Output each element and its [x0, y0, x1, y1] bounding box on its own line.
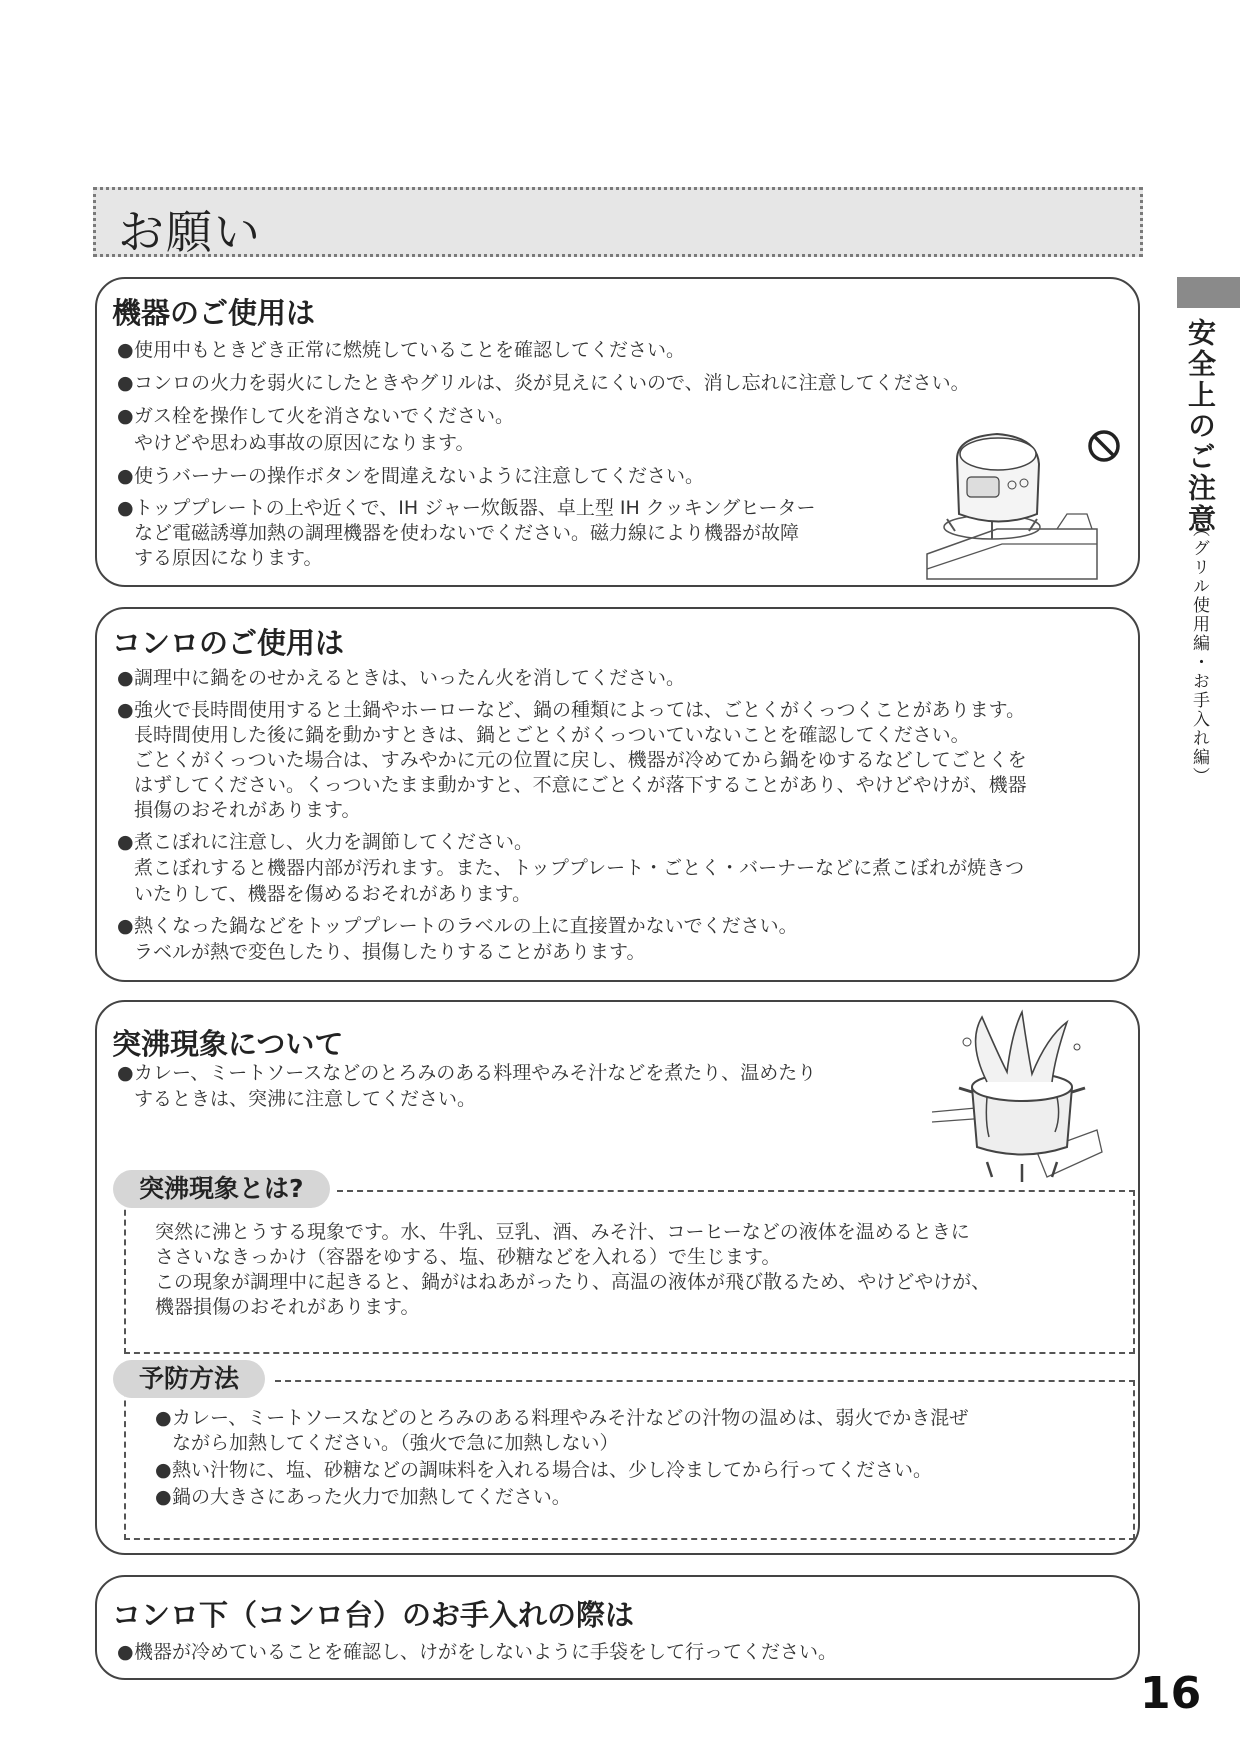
section-stove-usage — [95, 607, 1140, 982]
list-item: ●ガス栓を操作して火を消さないでください。 やけどや思わぬ事故の原因になります。 — [117, 405, 515, 454]
rice-cooker-on-stove-illustration — [927, 419, 1097, 579]
item-list — [117, 337, 970, 577]
list-item: ●熱くなった鍋などをトッププレートのラベルの上に直接置かないでください。 ラベルが熱で変色したり、損傷したりすることがあります。 — [117, 915, 798, 963]
list-item: ●コンロの火力を弱火にしたときやグリルは、炎が見えにくいので、消し忘れに注意してください。 — [117, 372, 970, 394]
list-item: ●トッププレートの上や近くで、IH ジャー炊飯器、卓上型 IH クッキングヒーター など電磁誘導加熱の調理機器を使わないでください。磁力線により機器が故障 する原因になります。 — [117, 497, 816, 569]
what-is-text: 突然に沸とうする現象です。水、牛乳、豆乳、酒、みそ汁、コーヒーなどの液体を温めるときに ささいなきっかけ（容器をゆする、塩、砂糖などを入れる）で生じます。 この現象が調理中に起きると、鍋がはねあがったり、高温の液体が飛び散るため、やけどやけが、 機器損傷のおそれがあります。 — [155, 1221, 991, 1318]
section-heading: 機器のご使用は — [112, 296, 316, 330]
side-section-title: 安全上のご注意 — [1184, 318, 1217, 535]
page-title-bar — [93, 187, 1143, 257]
page-number: 16 — [1140, 1668, 1202, 1719]
list-item: ●煮こぼれに注意し、火力を調節してください。 煮こぼれすると機器内部が汚れます。また、トッププレート・ごとく・バーナーなどに煮こぼれが焼きつ いたりして、機器を傷めるおそれがあります。 — [117, 831, 1025, 905]
section-bumping-phenomenon — [95, 1000, 1140, 1555]
list-item: ●機器が冷めていることを確認し、けがをしないように手袋をして行ってください。 — [117, 1641, 838, 1663]
section-heading: コンロ下（コンロ台）のお手入れの際は — [112, 1598, 635, 1632]
list-item: ●強火で長時間使用すると土鍋やホーローなど、鍋の種類によっては、ごとくがくっつくことがあります。 長時間使用した後に鍋を動かすときは、鍋とごとくがくっついていないことを確認してください。 ごとくがくっついた場合は、すみやかに元の位置に戻し、機器が冷めてから鍋をゆするなどしてごとくを はずしてください。くっついたまま動かすと、不意にごとくが落下することがあり、やけどやけが、機器 損傷のおそれがあります。 — [117, 699, 1027, 821]
list-item: ●使うバーナーの操作ボタンを間違えないように注意してください。 — [117, 465, 705, 487]
list-item: ●カレー、ミートソースなどのとろみのある料理やみそ汁などを煮たり、温めたり するときは、突沸に注意してください。 — [117, 1062, 817, 1110]
section-under-stove-cleaning — [95, 1575, 1140, 1680]
prevention-label: 予防方法 — [113, 1360, 265, 1398]
list-item: ●調理中に鍋をのせかえるときは、いったん火を消してください。 — [117, 667, 686, 689]
prevention-list — [155, 1406, 968, 1516]
page-title: お願い — [118, 205, 262, 259]
section-heading: 突沸現象について — [112, 1027, 344, 1061]
item-list — [117, 665, 1027, 971]
list-item: ●鍋の大きさにあった火力で加熱してください。 — [155, 1486, 571, 1508]
list-item: ●使用中もときどき正常に燃焼していることを確認してください。 — [117, 339, 686, 361]
list-item: ●熱い汁物に、塩、砂糖などの調味料を入れる場合は、少し冷ましてから行ってください。 — [155, 1459, 933, 1481]
item-list — [117, 1639, 837, 1672]
section-heading: コンロのご使用は — [112, 626, 345, 660]
item-list — [117, 1060, 816, 1118]
what-is-label: 突沸現象とは? — [113, 1170, 330, 1208]
boiling-over-pot-illustration — [927, 1012, 1102, 1187]
side-section-subtitle: （グリル使用編・お手入れ編） — [1189, 520, 1209, 786]
list-item: ●カレー、ミートソースなどのとろみのある料理やみそ汁などの汁物の温めは、弱火でかき混ぜ ながら加熱してください。（強火で急に加熱しない） — [155, 1407, 969, 1454]
side-index-tab — [1177, 277, 1240, 308]
section-device-usage — [95, 277, 1140, 587]
